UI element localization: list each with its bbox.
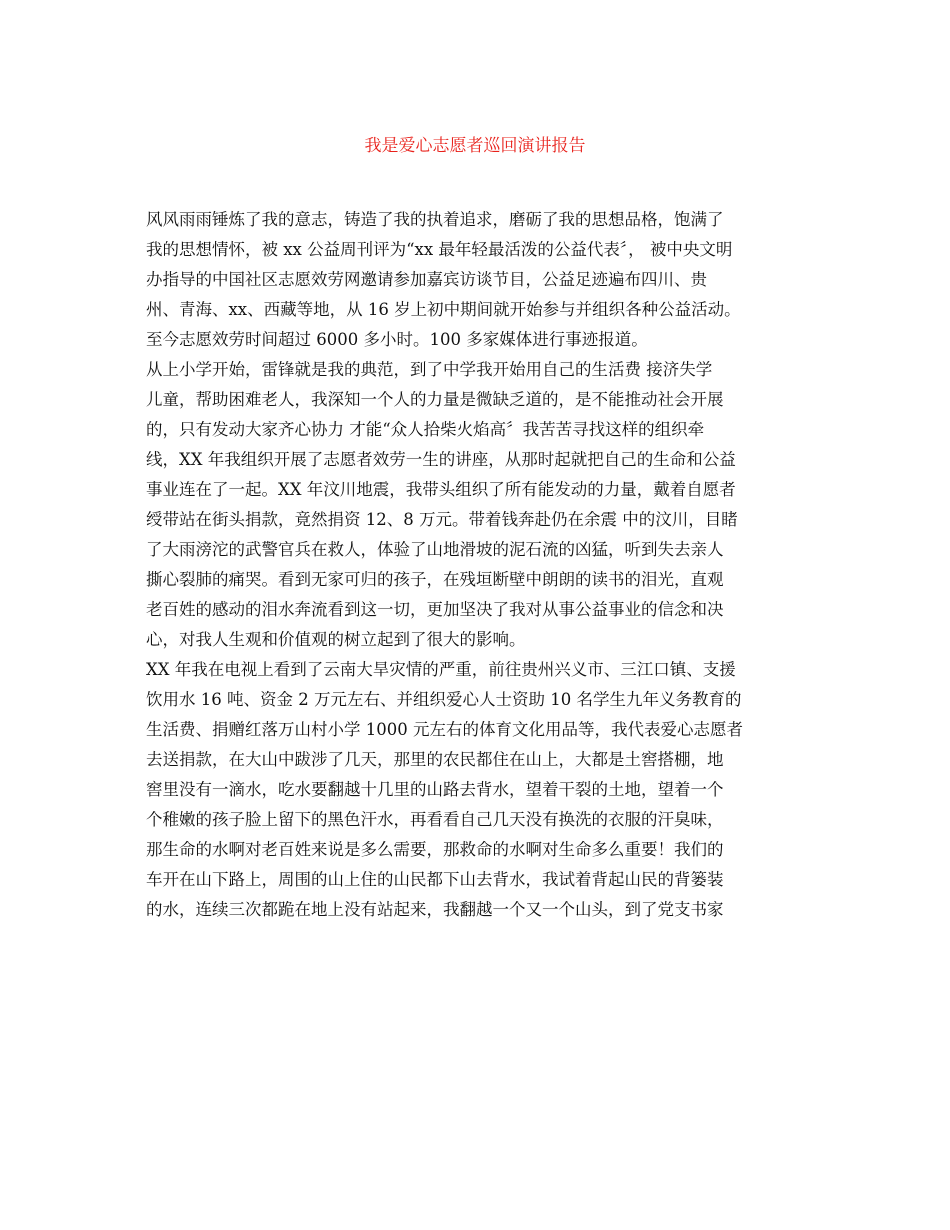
body-line: 事业连在了一起。XX 年汶川地震，我带头组织了所有能发动的力量，戴着自愿者	[146, 480, 736, 499]
body-line: 车开在山下路上，周围的山上住的山民都下山去背水，我试着背起山民的背篓装	[146, 870, 724, 889]
body-line: 绶带站在街头捐款，竟然捐资 12、8 万元。带着钱奔赴仍在余震 中的汶川，目睹	[146, 510, 738, 529]
body-line: 线，XX 年我组织开展了志愿者效劳一生的讲座，从那时起就把自己的生命和公益	[146, 450, 736, 469]
body-line: 去送捐款，在大山中跋涉了几天，那里的农民都住在山上，大都是土窖搭棚，地	[146, 750, 724, 769]
body-line: 至今志愿效劳时间超过 6000 多小时。100 多家媒体进行事迹报道。	[146, 330, 648, 349]
document-title: 我是爱心志愿者巡回演讲报告	[364, 136, 586, 156]
body-line: 从上小学开始，雷锋就是我的典范，到了中学我开始用自己的生活费 接济失学	[146, 360, 713, 379]
document-body	[146, 205, 806, 925]
body-line: 州、青海、xx、西藏等地，从 16 岁上初中期间就开始参与并组织各种公益活动。	[146, 300, 741, 319]
body-line: 那生命的水啊对老百姓来说是多么需要，那救命的水啊对生命多么重要！我们的	[146, 840, 724, 859]
body-line: 撕心裂肺的痛哭。看到无家可归的孩子，在残垣断壁中朗朗的读书的泪光，直观	[146, 570, 724, 589]
body-line: 办指导的中国社区志愿效劳网邀请参加嘉宾访谈节目，公益足迹遍布四川、贵	[146, 270, 707, 289]
body-line: 生活费、捐赠红落万山村小学 1000 元左右的体育文化用品等，我代表爱心志愿者	[146, 720, 743, 739]
body-line: 的水，连续三次都跪在地上没有站起来，我翻越一个又一个山头，到了党支书家	[146, 900, 724, 919]
body-line: 心，对我人生观和价值观的树立起到了很大的影响。	[146, 630, 526, 649]
body-line: 饮用水 16 吨、资金 2 万元左右、并组织爱心人士资助 10 名学生九年义务教育的	[146, 690, 742, 709]
body-line: 儿童，帮助困难老人，我深知一个人的力量是微缺乏道的，是不能推动社会开展	[146, 390, 724, 409]
body-line: XX 年我在电视上看到了云南大旱灾情的严重，前往贵州兴义市、三江口镇、支援	[146, 660, 736, 679]
body-line: 的，只有发动大家齐心协力 才能“众人拾柴火焰高〞我苦苦寻找这样的组织牵	[146, 420, 705, 439]
body-line: 窖里没有一滴水，吃水要翻越十几里的山路去背水，望着干裂的土地，望着一个	[146, 780, 724, 799]
body-line: 老百姓的感动的泪水奔流看到这一切，更加坚决了我对从事公益事业的信念和决	[146, 600, 724, 619]
body-line: 了大雨滂沱的武警官兵在救人，体验了山地滑坡的泥石流的凶猛，听到失去亲人	[146, 540, 724, 559]
body-line: 个稚嫩的孩子脸上留下的黑色汗水，再看看自己几天没有换洗的衣服的汗臭味，	[146, 810, 724, 829]
body-line: 风风雨雨锤炼了我的意志，铸造了我的执着追求，磨砺了我的思想品格，饱满了	[146, 210, 724, 229]
body-line: 我的思想情怀，被 xx 公益周刊评为“xx 最年轻最活泼的公益代表〞， 被中央文明	[146, 240, 733, 259]
